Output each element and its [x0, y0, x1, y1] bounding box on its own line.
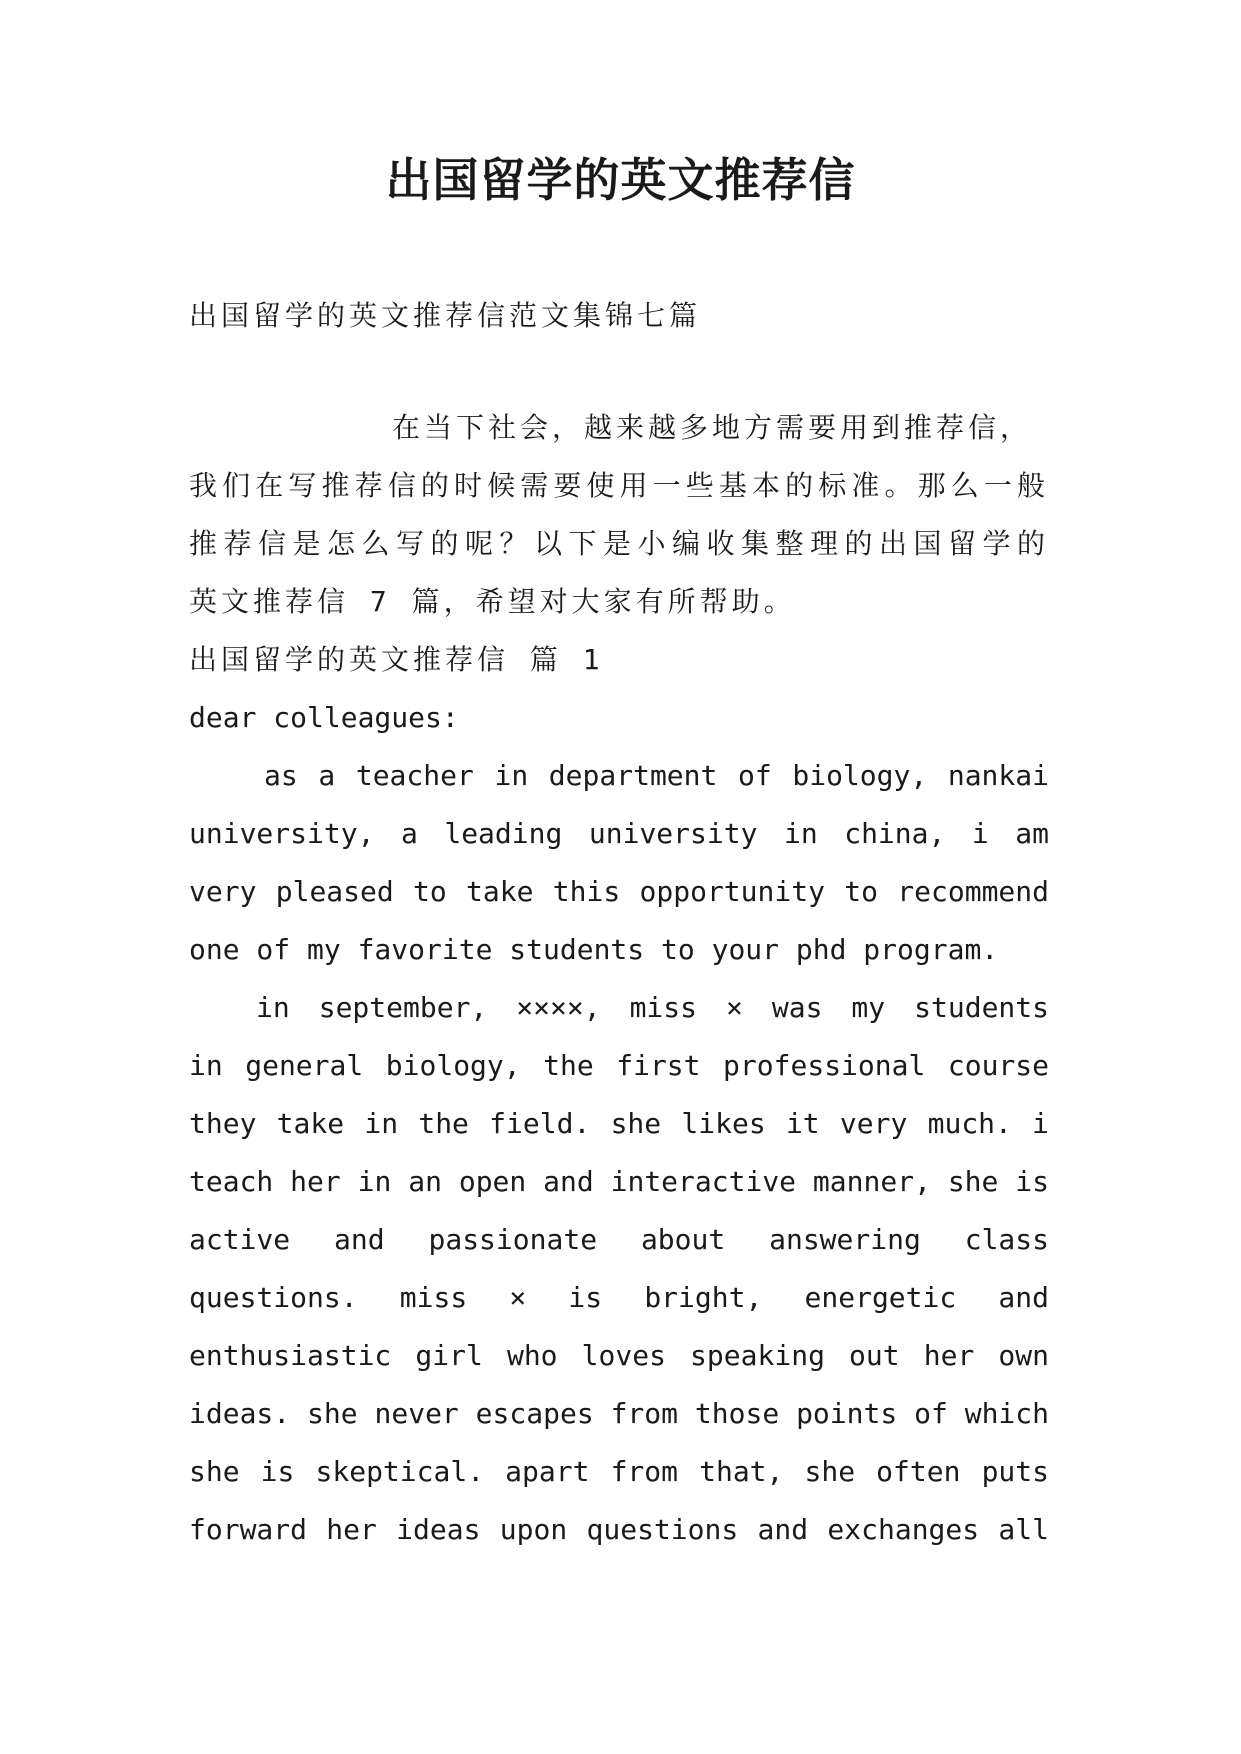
section-heading: 出国留学的英文推荐信 篇 1	[189, 643, 604, 676]
salutation: dear colleagues:	[189, 701, 459, 734]
paragraph-line: she is skeptical. apart from that, she often puts	[189, 1455, 1049, 1488]
paragraph-line: teach her in an open and interactive manner, she is	[189, 1165, 1049, 1198]
paragraph-line: university, a leading university in china, i am	[189, 817, 1049, 850]
paragraph-line: ideas. she never escapes from those points of which	[189, 1397, 1049, 1430]
paragraph-line: as a teacher in department of biology, nankai	[264, 759, 1049, 792]
paragraph-line: enthusiastic girl who loves speaking out her own	[189, 1339, 1049, 1372]
paragraph-line: active and passionate about answering class	[189, 1223, 1049, 1256]
document-subtitle: 出国留学的英文推荐信范文集锦七篇	[189, 299, 702, 332]
paragraph-line: in september, ××××, miss × was my students	[256, 991, 1049, 1024]
intro-line: 在当下社会，越来越多地方需要用到推荐信，	[392, 411, 1033, 444]
intro-line: 我们在写推荐信的时候需要使用一些基本的标准。那么一般	[189, 469, 1049, 502]
paragraph-line: forward her ideas upon questions and exchanges all	[189, 1513, 1049, 1546]
document-title: 出国留学的英文推荐信	[385, 153, 856, 207]
paragraph-line: in general biology, the first professional course	[189, 1049, 1049, 1082]
paragraph-line: questions. miss × is bright, energetic and	[189, 1281, 1049, 1314]
intro-line: 推荐信是怎么写的呢？以下是小编收集整理的出国留学的	[189, 527, 1049, 560]
paragraph-line: one of my favorite students to your phd program.	[189, 933, 999, 966]
paragraph-line: very pleased to take this opportunity to recommend	[189, 875, 1049, 908]
paragraph-line: they take in the field. she likes it very much. i	[189, 1107, 1049, 1140]
intro-line: 英文推荐信 7 篇，希望对大家有所帮助。	[189, 585, 796, 618]
